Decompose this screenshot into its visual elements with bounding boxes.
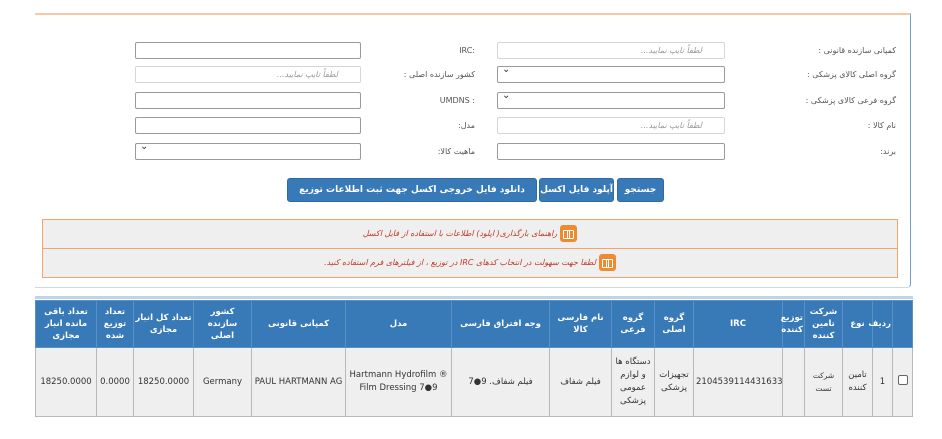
- header-select: [893, 301, 913, 348]
- product-name-input[interactable]: [497, 117, 725, 134]
- filter-hint-text: لطفا جهت سهولت در انتخاب کدهای IRC در توزیع ، از فیلترهای فرم استفاده کنید.: [324, 258, 596, 267]
- cell-model: Hartmann Hydrofilm ® Film Dressing 7●9: [346, 348, 452, 417]
- legal-company-input[interactable]: [497, 42, 725, 59]
- origin-country-placeholder: لطفاً تایپ نمایید...: [276, 70, 338, 79]
- cell-total-stock: 18250.0000: [134, 348, 194, 417]
- cell-distributed: 0.0000: [97, 348, 134, 417]
- sub-group-select[interactable]: [497, 92, 725, 109]
- results-table: [35, 300, 913, 417]
- book-icon: [560, 225, 577, 242]
- header-origin-country[interactable]: کشور سازنده اصلی: [194, 301, 252, 348]
- origin-country-label: کشور سازنده اصلی :: [403, 70, 475, 79]
- sub-group-label: گروه فرعی کالای پزشکی :: [805, 96, 896, 105]
- header-legal-company[interactable]: کمپانی قانونی: [252, 301, 346, 348]
- header-type[interactable]: نوع: [843, 301, 873, 348]
- search-button[interactable]: جستجو: [617, 178, 664, 202]
- legal-company-label: کمپانی سازنده قانونی :: [818, 46, 896, 55]
- product-nature-label: ماهیت کالا:: [437, 147, 475, 156]
- umdns-input[interactable]: [135, 92, 361, 109]
- cell-index: 1: [873, 348, 893, 417]
- cell-remaining: 18250.0000: [36, 348, 97, 417]
- cell-supplier: شرکت تست: [805, 348, 843, 417]
- header-model[interactable]: مدل: [346, 301, 452, 348]
- cell-persian-diff: فیلم شفاف. 9●7: [452, 348, 550, 417]
- cell-distributor: [783, 348, 805, 417]
- table-top-divider: [35, 296, 913, 299]
- cell-legal-company: PAUL HARTMANN AG: [252, 348, 346, 417]
- model-label: مدل:: [458, 121, 475, 130]
- cell-origin-country: Germany: [194, 348, 252, 417]
- header-distributed[interactable]: تعداد توزیع شده: [97, 301, 134, 348]
- product-name-label: نام کالا :: [867, 121, 896, 130]
- irc-label: :IRC: [459, 46, 475, 55]
- header-distributor[interactable]: توزیع کننده: [783, 301, 805, 348]
- filter-panel: [35, 13, 911, 288]
- brand-label: برند:: [880, 147, 896, 156]
- model-input[interactable]: [135, 117, 361, 134]
- header-sub-group[interactable]: گروه فرعی: [612, 301, 655, 348]
- header-persian-name[interactable]: نام فارسی کالا: [550, 301, 612, 348]
- row-select-cell: [893, 348, 913, 417]
- filter-hint-note: [43, 248, 897, 277]
- header-persian-diff[interactable]: وجه افتراق فارسی: [452, 301, 550, 348]
- book-icon: [599, 254, 616, 271]
- header-supplier[interactable]: شرکت تامین کننده: [805, 301, 843, 348]
- main-group-label: گروه اصلی کالای پزشکی :: [807, 70, 896, 79]
- origin-country-input[interactable]: [135, 66, 361, 83]
- upload-guide-text: راهنمای بارگذاری( اپلود) اطلاعات با استفاده از فایل اکسل: [362, 229, 558, 238]
- cell-persian-name: فیلم شفاف: [550, 348, 612, 417]
- product-nature-select[interactable]: [135, 143, 361, 160]
- legal-company-placeholder: لطفاً تایپ نمایید...: [640, 46, 702, 55]
- umdns-label: : UMDNS: [439, 96, 475, 105]
- product-name-placeholder: لطفاً تایپ نمایید...: [640, 121, 702, 130]
- cell-main-group: تجهیزات پزشکی: [655, 348, 694, 417]
- header-remaining[interactable]: تعداد باقی مانده انبار مجازی: [36, 301, 97, 348]
- results-table-container: [35, 300, 913, 417]
- irc-input[interactable]: [135, 42, 361, 59]
- brand-input[interactable]: [497, 143, 725, 160]
- download-excel-button[interactable]: دانلود فایل خروجی اکسل جهت ثبت اطلاعات توزیع: [287, 178, 537, 202]
- notes-box: [42, 219, 898, 278]
- header-main-group[interactable]: گروه اصلی: [655, 301, 694, 348]
- cell-irc: 2104539114431633: [694, 348, 783, 417]
- cell-type: تامین کننده: [843, 348, 873, 417]
- table-row[interactable]: [36, 348, 913, 417]
- main-group-select[interactable]: [497, 66, 725, 83]
- header-total-stock[interactable]: تعداد کل انبار مجازی: [134, 301, 194, 348]
- table-header-row: [36, 301, 913, 348]
- upload-excel-button[interactable]: آپلود فایل اکسل: [539, 178, 614, 202]
- header-irc[interactable]: IRC: [694, 301, 783, 348]
- cell-sub-group: دستگاه ها و لوازم عمومی پزشکی: [612, 348, 655, 417]
- row-checkbox[interactable]: [898, 375, 908, 385]
- header-index[interactable]: ردیف: [873, 301, 893, 348]
- upload-guide-note[interactable]: [43, 220, 897, 248]
